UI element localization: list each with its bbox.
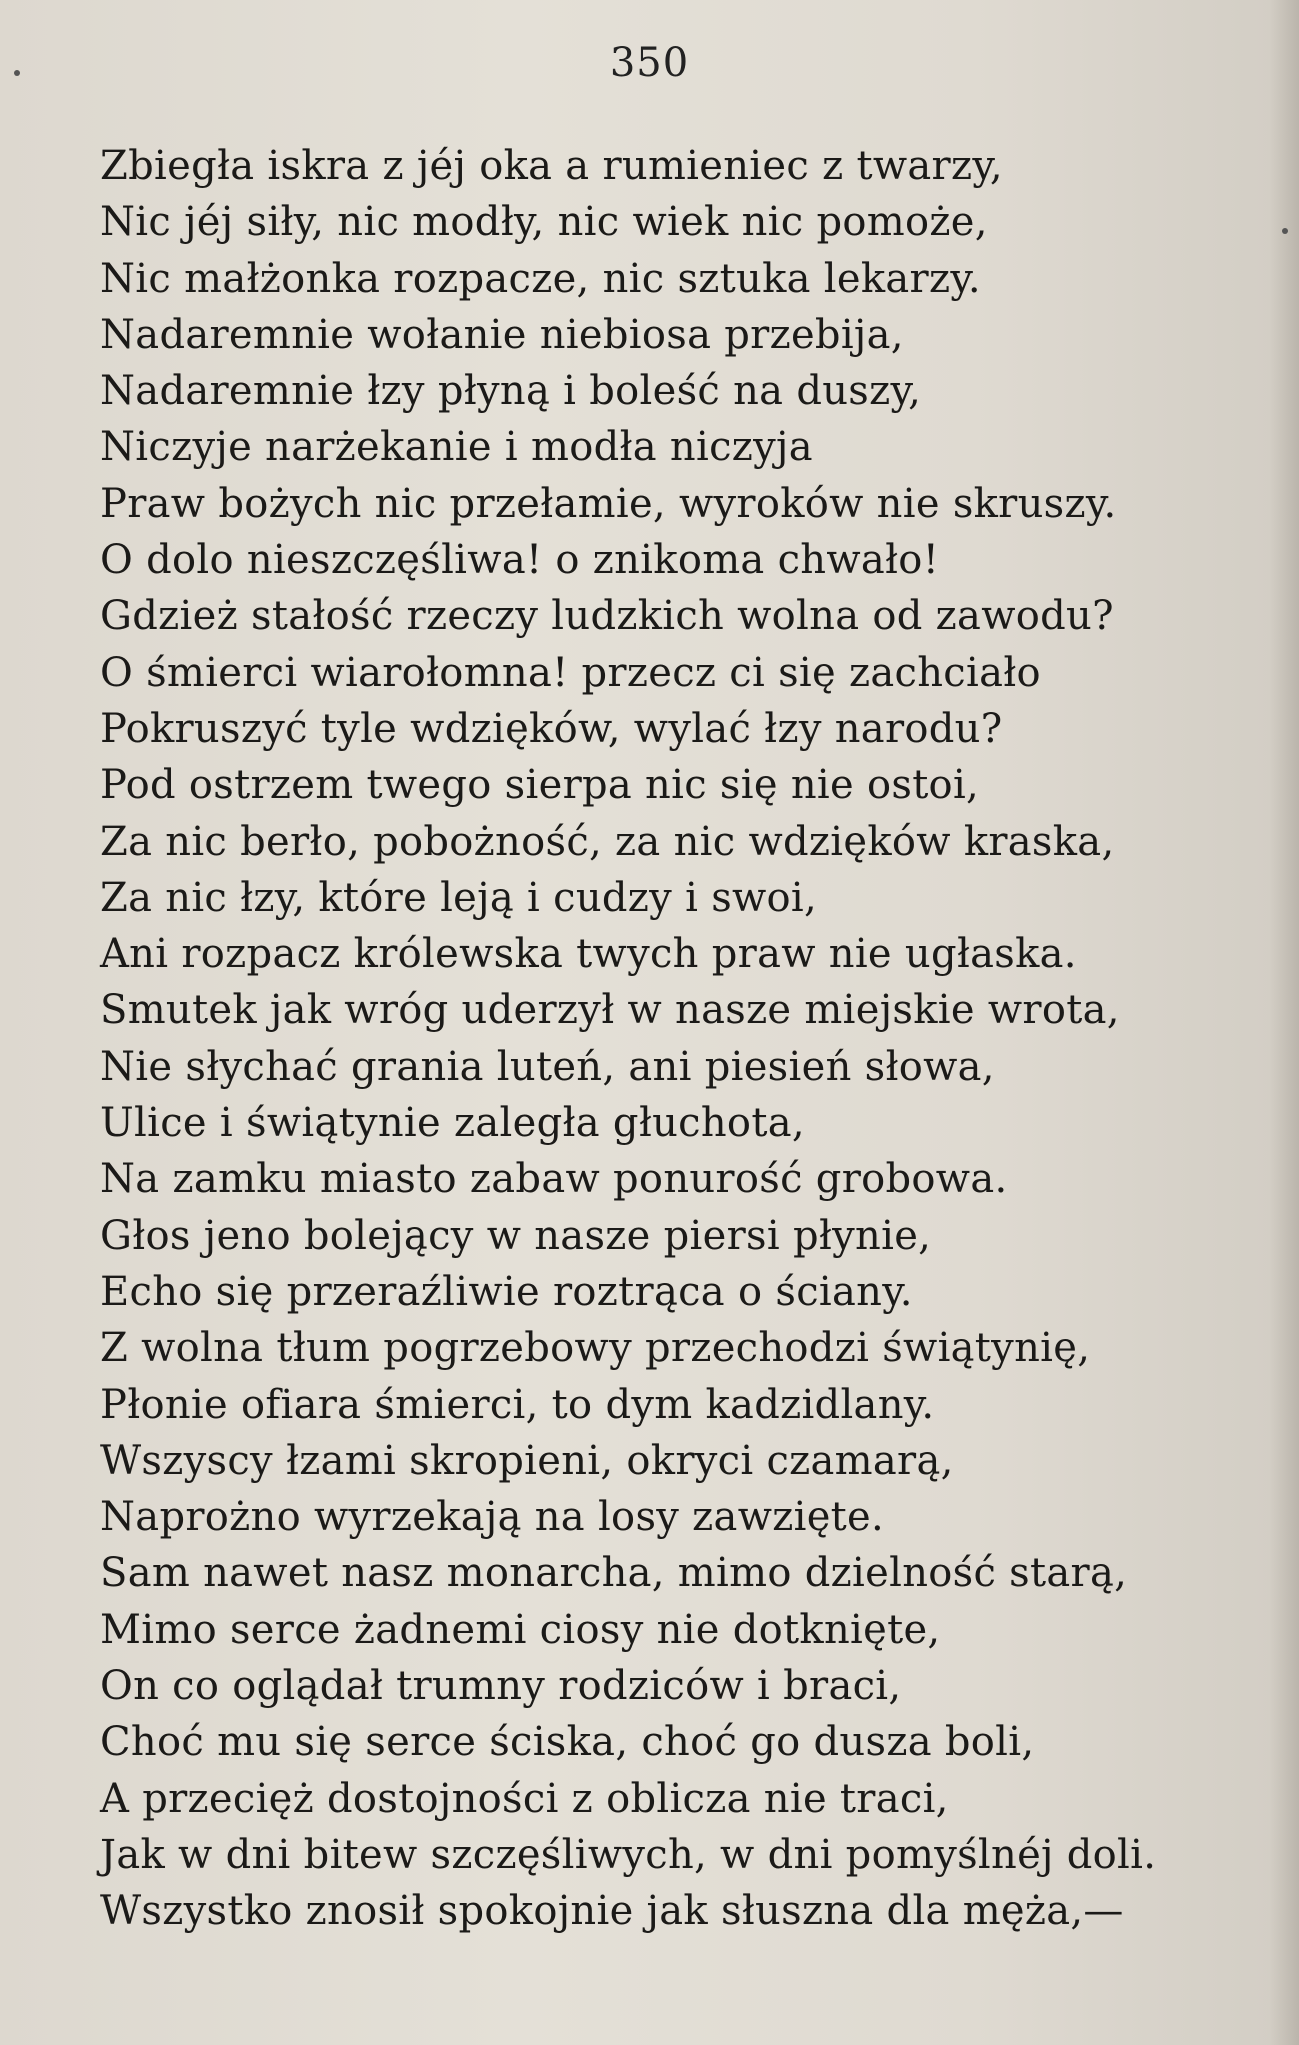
poem-line: Pokruszyć tyle wdzięków, wylać łzy narodu? (100, 705, 1003, 752)
poem-line: Wszyscy łzami skropieni, okryci czamarą, (100, 1437, 954, 1484)
poem-line: O śmierci wiarołomna! przecz ci się zachciało (100, 649, 1041, 696)
poem-line: A przecięż dostojności z oblicza nie traci, (100, 1775, 949, 1822)
poem-line: O dolo nieszczęśliwa! o znikoma chwało! (100, 537, 940, 584)
poem-line: Smutek jak wróg uderzył w nasze miejskie wrota, (100, 987, 1120, 1034)
poem-line: Naprożno wyrzekają na losy zawzięte. (100, 1494, 885, 1541)
poem-line: Z wolna tłum pogrzebowy przechodzi świątynię, (100, 1325, 1091, 1372)
poem-line: Wszystko znosił spokojnie jak słuszna dla męża,— (100, 1888, 1124, 1935)
poem-line: Ulice i świątynie zaległa głuchota, (100, 1100, 805, 1147)
poem-line: Za nic łzy, które leją i cudzy i swoi, (100, 874, 818, 921)
poem-line: Niczyje narżekanie i modła niczyja (100, 424, 813, 471)
poem-line: On co oglądał trumny rodziców i braci, (100, 1663, 902, 1710)
poem-line: Ani rozpacz królewska twych praw nie ugłaska. (100, 931, 1077, 978)
poem-line: Płonie ofiara śmierci, to dym kadzidlany. (100, 1381, 935, 1428)
ink-speck (1282, 228, 1288, 234)
poem-line: Choć mu się serce ściska, choć go dusza boli, (100, 1719, 1035, 1766)
poem-line: Na zamku miasto zabaw ponurość grobowa. (100, 1156, 1008, 1203)
poem-line: Gdzież stałość rzeczy ludzkich wolna od zawodu? (100, 593, 1114, 640)
poem-line: Głos jeno bolejący w nasze piersi płynie, (100, 1212, 932, 1259)
poem-line: Nic małżonka rozpacze, nic sztuka lekarzy. (100, 255, 981, 302)
poem-line: Sam nawet nasz monarcha, mimo dzielność starą, (100, 1550, 1128, 1597)
ink-speck (14, 70, 20, 76)
page-edge-shadow (1269, 0, 1299, 2045)
poem-line: Nadaremnie łzy płyną i boleść na duszy, (100, 368, 922, 415)
poem-line: Jak w dni bitew szczęśliwych, w dni pomyślnéj doli. (100, 1831, 1157, 1878)
poem-text (100, 138, 1220, 1940)
poem-line: Praw bożych nic przełamie, wyroków nie skruszy. (100, 480, 1117, 527)
poem-line: Nadaremnie wołanie niebiosa przebija, (100, 311, 904, 358)
page-number: 350 (609, 40, 690, 86)
poem-line: Nie słychać grania luteń, ani piesień słowa, (100, 1043, 995, 1090)
poem-line: Za nic berło, pobożność, za nic wdzięków kraska, (100, 818, 1115, 865)
poem-line: Nic jéj siły, nic modły, nic wiek nic pomoże, (100, 199, 988, 246)
poem-line: Echo się przeraźliwie roztrąca o ściany. (100, 1268, 913, 1315)
poem-line: Pod ostrzem twego sierpa nic się nie ostoi, (100, 762, 980, 809)
poem-line: Zbiegła iskra z jéj oka a rumieniec z twarzy, (100, 143, 1003, 189)
poem-line: Mimo serce żadnemi ciosy nie dotknięte, (100, 1606, 941, 1653)
